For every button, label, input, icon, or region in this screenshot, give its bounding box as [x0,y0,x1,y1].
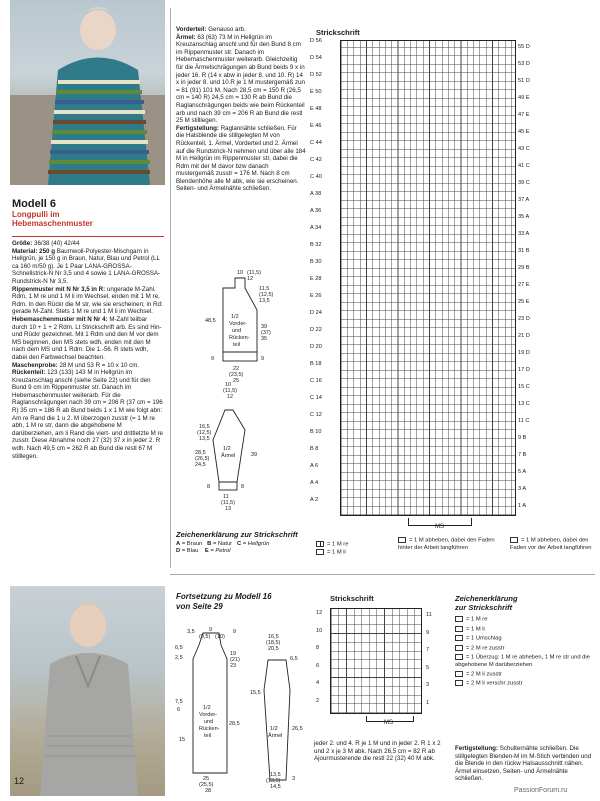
paragraph: Hebemaschenmuster mit N Nr 4: M-Zahl teilbar durch 10 + 1 + 2 Rdm. Lt Strickschrift arb. Es sind Hin- und Rückr gezeichnet. Mit 1 Rdm und den M vor dem MS beginnen, den MS stets wdh, enden mit den M nach dem MS und 1 Rdm. Die 1.-56. R stets wdh, dabei den Farbwechsel beachten. [12,315,162,361]
chart1-row-label: 3 A [518,486,527,492]
svg-text:3: 3 [292,776,296,782]
chart1-row-label: E 46 [310,123,322,129]
chart1-row-label: B 10 [310,429,322,435]
lower-chart-title: Strickschrift [330,594,374,603]
chart1-row-label: D 20 [310,344,322,350]
svg-text:39: 39 [261,324,268,330]
legend1-sym3: = 1 M abheben, dabei den Faden hinter der Arbeit langführen [398,537,495,551]
svg-text:(37): (37) [261,330,271,336]
chart1-row-label: E 26 [310,293,322,299]
chart1-row-label: 1 A [518,503,527,509]
legend-item: = 1 M re [455,616,595,624]
chart1-row-label: 9 B [518,435,527,441]
paragraph: Größe: 36/38 (40) 42/44 [12,240,80,247]
svg-text:3,5: 3,5 [187,629,195,635]
stitch-symbol-icon [455,645,463,651]
purl-icon [316,549,324,555]
svg-text:48,5: 48,5 [205,318,216,324]
lower-row-label: 8 [316,645,320,652]
chart1-row-label: 29 B [518,265,530,271]
lower-heading: Fortsetzung zu Modell 16 von Seite 29 [176,592,272,611]
chart1-row-label: C 44 [310,140,322,146]
svg-text:und: und [232,328,242,334]
lower-row-label: 10 [316,627,323,634]
svg-text:teil: teil [204,733,212,739]
knit-icon [316,541,324,547]
svg-text:(11,5): (11,5) [223,388,237,394]
svg-text:24,5: 24,5 [195,462,206,468]
svg-text:23: 23 [230,663,237,669]
svg-text:(26,5): (26,5) [195,456,210,462]
svg-text:Ärmel: Ärmel [221,453,236,459]
svg-text:9: 9 [261,356,265,362]
chart1-row-label: 41 C [518,163,530,169]
column-divider [170,8,171,568]
chart1-row-label: 43 C [518,146,530,152]
chart1-row-label: 15 C [518,384,530,390]
lower-row-label: 4 [316,680,320,687]
lower-chart-text: jeder 2. und 4. R je 1 M und in jeder 2. R 1 x 2 und 2 x je 3 M abk. Nach 26,5 cm = 82 R ab Ajourmusterende die restl 22 (32) 40 M abk. [314,740,441,763]
svg-text:1/2: 1/2 [270,726,278,732]
lower-row-label: 5 [426,664,430,671]
stitch-symbol-icon [455,616,463,622]
chart1-row-label: C 42 [310,157,322,163]
stitch-symbol-icon [455,654,463,660]
slip-front-icon [510,537,518,543]
lower-chart-left-labels [316,610,328,720]
chart1-row-label: B 8 [310,446,319,452]
legend1-symbols: = 1 M re = 1 M li [316,541,396,556]
chart1-row-label: B 30 [310,259,322,265]
svg-text:13: 13 [225,506,232,512]
footer-url: PassionForum.ru [514,787,568,794]
lower-row-label: 12 [316,610,323,616]
chart1-grid [340,40,516,516]
svg-text:und: und [204,719,214,725]
svg-text:(25,5): (25,5) [199,782,214,788]
svg-text:11: 11 [223,494,229,500]
svg-text:13,5: 13,5 [199,436,210,442]
chart1-row-label: A 4 [310,480,319,486]
svg-text:35: 35 [261,336,268,342]
paragraph: Rückenteil: 123 (133) 143 M in Hellgrün im Kreuzanschlag anschl (siehe Seite 22) und für den Bund 9 cm im Rippenmuster str. Danach im Hebemaschenmuster weiterarb. Für die Raglanschrägungen nach 39 cm = 206 R (37 cm = 196 R) 35 cm = 186 R ab Bund beids 1 x 1 M wie folgt abn: Am re Rand die 1 u 2. M überzogen zusstr (= 1 M re abh, 1 M re str, dann die abgehobene M darüberziehen, am li Rand die viert- und drittletzte M re zusstr. Diese Abnahme noch 27 (32) 37 x in jeder 2. R wdh. Nach 49,5 cm = 262 R ab Bund die restl 67 M stilllegen. [12,369,163,460]
legend1-title: Zeichenerklärung zur Strickschrift [176,530,298,539]
model-subtitle-1: Longpulli im [12,210,60,219]
chart1-row-label: B 32 [310,242,322,248]
lower-chart-grid [330,608,422,714]
lower-row-label: 3 [426,682,430,689]
svg-text:(23,5): (23,5) [229,372,244,378]
legend-item: = 1 Umschlag [455,635,595,643]
svg-text:9: 9 [211,356,215,362]
svg-text:8: 8 [207,484,211,490]
svg-text:28,5: 28,5 [229,721,240,727]
svg-text:25: 25 [233,378,240,384]
chart1-row-label: 19 D [518,350,530,356]
chart1-row-label: C 12 [310,412,322,418]
model-title: Modell 6 [12,198,57,210]
chart1-row-label: 17 D [518,367,530,373]
chart1-ms: MS [435,524,444,530]
stitch-symbol-icon [455,626,463,632]
paragraph: Maschenprobe: 28 M und 53 R = 10 x 10 cm. [12,361,140,369]
lower-row-label: 7 [426,647,430,654]
svg-text:Rücken-: Rücken- [229,335,250,341]
divider [12,236,164,237]
legend1-colors: A = Braun B = Natur C = Hellgrün D = Blau E = Petrol [176,541,270,554]
svg-text:12: 12 [247,276,254,282]
chart1-row-label: D 56 [310,38,322,44]
legend-item: = 2 M re zusstr [455,645,595,653]
svg-text:(18,5): (18,5) [266,640,281,646]
chart1-row-label: 49 E [518,95,530,101]
legend1-sym4: = 1 M abheben, dabei den Faden vor der Arbeit langführen [510,537,592,551]
chart1-row-label: E 48 [310,106,322,112]
chart1-row-label: D 52 [310,72,322,78]
svg-text:13,5: 13,5 [270,772,281,778]
chart1-row-label: A 34 [310,225,322,231]
svg-text:Ärmel: Ärmel [268,733,283,739]
svg-text:Rücken-: Rücken- [199,726,220,732]
chart1-row-label: D 54 [310,55,322,61]
chart1-row-label: 39 C [518,180,530,186]
chart1-row-label: 45 E [518,129,530,135]
chart1-left-labels [310,38,338,518]
svg-text:6: 6 [177,707,181,713]
chart1-row-label: 35 A [518,214,530,220]
svg-text:39: 39 [251,452,258,458]
chart1-row-label: 23 D [518,316,530,322]
chart1-right-labels [518,44,546,524]
svg-text:12: 12 [227,394,234,400]
chart1-row-label: A 6 [310,463,319,469]
svg-text:13,5: 13,5 [259,298,270,304]
svg-text:(13,5): (13,5) [266,778,281,784]
section-divider [170,574,595,575]
svg-text:(11,5): (11,5) [247,270,261,276]
model-heading [12,198,162,228]
svg-text:(11,5): (11,5) [221,500,235,506]
svg-text:28,5: 28,5 [195,450,206,456]
svg-text:teil: teil [233,342,241,348]
svg-text:8: 8 [241,484,245,490]
svg-text:Vorder-: Vorder- [199,712,218,718]
paragraph: Vorderteil: Genauso arb. [176,26,246,33]
chart1-row-label: C 16 [310,378,322,384]
body-schematic [175,270,310,384]
svg-text:Vorder-: Vorder- [229,321,248,327]
svg-text:9: 9 [233,629,237,635]
sch1-label: 1/2 [231,314,239,320]
chart1-row-label: A 36 [310,208,322,214]
model-subtitle-2: Hebemaschenmuster [12,219,93,228]
legend-item: = 2 M li verschr zusstr [455,680,595,688]
stitch-symbol-icon [455,671,463,677]
legend-item: = 2 M li zusstr [455,671,595,679]
svg-text:2,5: 2,5 [175,655,183,661]
instructions-middle [176,26,306,193]
legend-item: = 1 M li [455,626,595,634]
svg-text:1/2: 1/2 [223,446,231,452]
lower-legend-list [455,616,595,690]
svg-text:(10): (10) [215,634,225,640]
svg-text:22: 22 [233,366,240,372]
legend-item: = 1 Überzug: 1 M re abheben, 1 M re str und die abgehobene M darüberziehen [455,654,590,668]
lower-body-schematic [175,625,250,794]
svg-text:16,5: 16,5 [268,634,279,640]
lower-row-label: 1 [426,700,430,706]
lower-chart-right-labels [426,612,440,722]
chart1-row-label: C 14 [310,395,322,401]
svg-text:14,5: 14,5 [270,784,281,790]
chart1-row-label: 7 B [518,452,527,458]
chart1-row-label: E 28 [310,276,322,282]
svg-text:(12,5): (12,5) [259,292,274,298]
svg-text:10: 10 [237,270,244,276]
svg-text:15,5: 15,5 [250,690,261,696]
chart1-row-label: 25 E [518,299,530,305]
svg-text:(9,5): (9,5) [199,634,211,640]
svg-text:20,5: 20,5 [268,646,279,652]
chart1-row-label: 13 C [518,401,530,407]
svg-text:28: 28 [205,788,212,794]
stitch-symbol-icon [455,635,463,641]
chart1-row-label: 5 A [518,469,527,475]
instructions-left [12,240,164,460]
chart1-row-label: 51 D [518,78,530,84]
lower-chart-ms: MS [384,720,393,726]
stitch-symbol-icon [455,680,463,686]
svg-text:7,5: 7,5 [175,699,183,705]
chart1-row-label: A 2 [310,497,319,503]
svg-text:19: 19 [230,651,237,657]
chart1-row-label: 21 D [518,333,530,339]
svg-text:25: 25 [203,776,210,782]
svg-text:1/2: 1/2 [203,705,211,711]
chart1-row-label: 11 C [518,418,530,424]
chart1-row-label: A 38 [310,191,322,197]
sleeve-schematic [195,380,275,515]
page-number: 12 [14,776,25,786]
lower-row-label: 2 [316,698,320,704]
svg-text:6,5: 6,5 [175,645,183,651]
svg-text:15: 15 [179,737,186,743]
svg-text:(12,5): (12,5) [197,430,212,436]
chart1-row-label: D 24 [310,310,322,316]
lower-sleeve-schematic [250,630,310,790]
svg-text:26,5: 26,5 [292,726,303,732]
chart1-row-label: 33 A [518,231,530,237]
paragraph: Rippenmuster mit N Nr 3,5 in R: ungerade M-Zahl. Rdm, 1 M re und 1 M li im Wechsel, enden mit 1 M re, Rdm. In den Rückr die M str, wie sie erscheinen; in Rd: gerade M-Zahl. Stets 1 M re und 1 M li im Wechsel. [12,285,163,316]
lower-fertigstellung: Fertigstellung: Schulternähte schließen. Die stillgelegten Blenden-M im M-Stich verbinden und die Blende in den rückw Halsausschnitt nähen. Ärmel einsetzen, Seiten- und Ärmelnähte schließen. [455,745,592,783]
chart1-row-label: 31 B [518,248,530,254]
slip-back-icon [398,537,406,543]
lower-legend-title: Zeichenerklärung zur Strickschrift [455,594,518,612]
svg-text:10: 10 [225,382,232,388]
chart1-row-label: B 18 [310,361,322,367]
chart1-row-label: E 50 [310,89,322,95]
chart1-row-label: 37 A [518,197,530,203]
model-photo-top [10,0,165,185]
paragraph: Fertigstellung: Raglannähte schließen. Für die Halsblende die stillgelegten M von Rückenteil, 1. Ärmel, Vorderteil und 2. Ärmel auf die Rundstrick-N nehmen und über alle 184 M in Hellgrün im Rippenmuster str, dabei die Rdm mit der M davor bzw danach mustergemäß zusstr = 176 M. Nach 8 cm Blendenhöhe alle M abk, wie sie erscheinen. Seiten- und Ärmelnähte schließen. [176,124,306,193]
chart1-row-label: 53 D [518,61,530,67]
svg-text:(21): (21) [230,657,240,663]
svg-text:9: 9 [209,627,213,633]
svg-text:6,5: 6,5 [290,656,298,662]
paragraph: Ärmel: 63 (63) 73 M in Hellgrün im Kreuzanschlag anschl und für den Bund 8 cm im Rippenmuster str. Danach im Hebemaschenmuster weiterarb. Gleichzeitig für die Ärmelschrägungen ab Bund beids 9 x in jeder 16. R (14 x abw in jeder 8. und 10. R) 14 x in jeder 8. und 10.R je 1 M mustergemäß zun = 81 (91) 101 M. Nach 28,5 cm = 150 R (26,5 cm = 140 R) 24,5 cm = 130 R ab Bund die Raglanschrägungen beids wie beim Rückenteil arb und nach 39 cm = 206 R ab Bund die restl 25 M stilllegen. [176,33,305,125]
chart1-row-label: C 40 [310,174,322,180]
svg-text:16,5: 16,5 [199,424,210,430]
chart1-row-label: 55 D [518,44,530,50]
paragraph: Material: 250 g Baumwoll-Polyester-Mischgarn in Hellgrün, je 150 g in Braun, Natur, Blau und Petrol (LL ca 160 m/50 g). Je 1 Paar LANA-GROSSA-Schnellstrick-N Nr 3,5 und 4 sowie 1 LANA-GROSSA-Rundstrick-N Nr 3,5. [12,247,161,285]
chart1-row-label: 47 E [518,112,530,118]
lower-row-label: 9 [426,629,430,636]
chart1-row-label: D 22 [310,327,322,333]
chart1-title: Strickschrift [316,28,360,37]
lower-row-label: 11 [426,612,432,618]
model-photo-bottom [10,586,165,796]
chart1-row-label: 27 E [518,282,530,288]
svg-text:11,5: 11,5 [259,286,270,292]
lower-row-label: 6 [316,662,320,669]
